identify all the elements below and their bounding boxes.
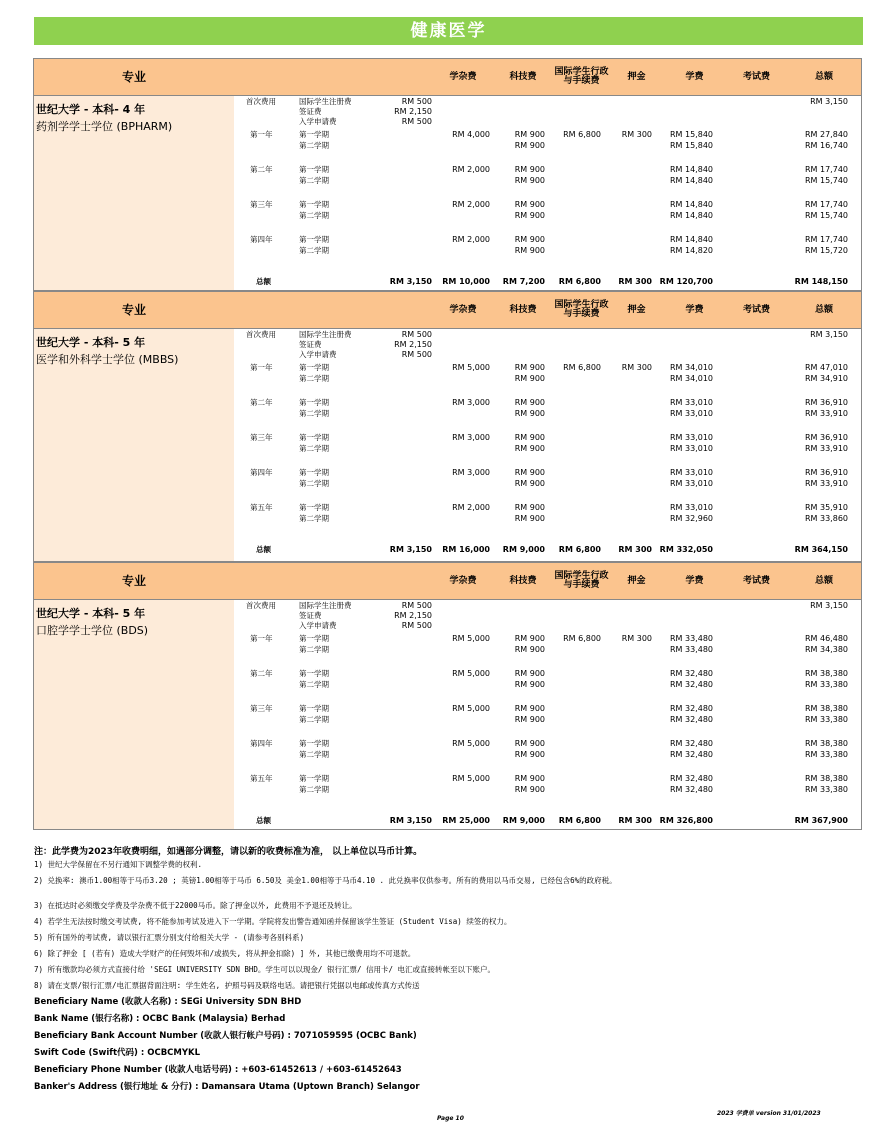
bank-beneficiary-name: Beneficiary Name (收款人名称) : SEGi University SDN BHD — [34, 997, 302, 1007]
tech-fee: RM 900 — [514, 130, 545, 139]
tech-fee: RM 900 — [514, 246, 545, 255]
tuition-fee: RM 33,010 — [670, 398, 713, 407]
year-label: 第一年 — [250, 130, 273, 139]
semester-label: 第一学期 — [299, 165, 329, 174]
tuition-fee: RM 14,840 — [670, 235, 713, 244]
header-major: 专业 — [121, 69, 146, 84]
header-total: 总额 — [814, 304, 833, 315]
year-label: 第五年 — [250, 503, 273, 512]
semester-label: 第二学期 — [299, 479, 329, 488]
degree-label: 医学和外科学士学位 (MBBS) — [36, 353, 179, 366]
bank-name: Bank Name (银行名称) : OCBC Bank (Malaysia) Berhad — [34, 1014, 286, 1024]
tech-fee: RM 900 — [514, 750, 545, 759]
note-line: 2) 兑换率: 澳币1.00相等于马币3.20 ; 英镑1.00相等于马币 6.50及 美金1.00相等于马币4.10 . 此兑换率仅供参考。所有的费用以马币交易, 已经包含6%的政府税。 — [34, 876, 617, 885]
total-misc: RM 10,000 — [442, 277, 490, 286]
tech-fee: RM 900 — [514, 363, 545, 372]
grand-total: RM 367,900 — [794, 816, 848, 825]
semester-label: 第二学期 — [299, 141, 329, 150]
tuition-fee: RM 32,480 — [670, 774, 713, 783]
note-line: 3) 在抵达时必须缴交学费及学杂费不低于22000马币。除了押金以外, 此费用不予退还及转让。 — [34, 901, 357, 910]
header-misc-fee: 学杂费 — [449, 575, 477, 586]
tech-fee: RM 900 — [514, 669, 545, 678]
program-label-cell — [34, 96, 234, 290]
tech-fee: RM 900 — [514, 200, 545, 209]
header-textbook-fee: 科技费 — [509, 575, 537, 586]
row-total: RM 47,010 — [805, 363, 848, 372]
row-total: RM 33,910 — [805, 444, 848, 453]
header-total: 总额 — [814, 575, 833, 586]
semester-label: 第一学期 — [299, 398, 329, 407]
first-fee-name: 国际学生注册费 — [299, 330, 352, 339]
total-deposit: RM 300 — [618, 545, 652, 554]
degree-label: 药剂学学士学位 (BPHARM) — [36, 120, 173, 133]
tuition-fee: RM 15,840 — [670, 141, 713, 150]
tech-fee: RM 900 — [514, 398, 545, 407]
row-total: RM 36,910 — [805, 433, 848, 442]
total-first-fees: RM 3,150 — [389, 816, 432, 825]
university-label: 世纪大学 - 本科- 5 年 — [36, 336, 146, 349]
misc-fee: RM 5,000 — [452, 634, 490, 643]
tuition-fee: RM 33,480 — [670, 645, 713, 654]
year-label: 第一年 — [250, 634, 273, 643]
misc-fee: RM 3,000 — [452, 433, 490, 442]
misc-fee: RM 3,000 — [452, 398, 490, 407]
grand-total: RM 364,150 — [794, 545, 848, 554]
tuition-fee: RM 14,820 — [670, 246, 713, 255]
row-total: RM 15,740 — [805, 211, 848, 220]
tech-fee: RM 900 — [514, 704, 545, 713]
tech-fee: RM 900 — [514, 774, 545, 783]
tech-fee: RM 900 — [514, 374, 545, 383]
tuition-fee: RM 33,480 — [670, 634, 713, 643]
header-deposit: 押金 — [627, 575, 646, 586]
tuition-fee: RM 34,010 — [670, 363, 713, 372]
year-label: 第三年 — [250, 200, 273, 209]
semester-label: 第一学期 — [299, 200, 329, 209]
header-exam-fee: 考试费 — [742, 575, 770, 586]
first-fee-name: 国际学生注册费 — [299, 97, 352, 106]
year-label: 第二年 — [250, 669, 273, 678]
row-total: RM 17,740 — [805, 200, 848, 209]
tech-fee: RM 900 — [514, 514, 545, 523]
semester-label: 第一学期 — [299, 503, 329, 512]
table-header — [34, 292, 861, 329]
tech-fee: RM 900 — [514, 444, 545, 453]
misc-fee: RM 3,000 — [452, 468, 490, 477]
totals-label: 总额 — [256, 816, 271, 825]
total-tuition: RM 326,800 — [659, 816, 713, 825]
tech-fee: RM 900 — [514, 739, 545, 748]
university-label: 世纪大学 - 本科- 4 年 — [36, 103, 146, 116]
first-fees-label: 首次费用 — [246, 330, 276, 339]
tuition-fee: RM 33,010 — [670, 479, 713, 488]
misc-fee: RM 5,000 — [452, 363, 490, 372]
tuition-fee: RM 32,960 — [670, 514, 713, 523]
row-total: RM 15,740 — [805, 176, 848, 185]
semester-label: 第一学期 — [299, 468, 329, 477]
tuition-fee: RM 14,840 — [670, 165, 713, 174]
semester-label: 第二学期 — [299, 785, 329, 794]
header-misc-fee: 学杂费 — [449, 71, 477, 82]
misc-fee: RM 5,000 — [452, 704, 490, 713]
note-line: 5) 所有国外的考试费, 请以银行汇票分别支付给相关大学 - (请参考各别科系) — [34, 933, 305, 942]
row-total: RM 33,910 — [805, 409, 848, 418]
year-label: 第三年 — [250, 433, 273, 442]
total-tech: RM 7,200 — [502, 277, 545, 286]
semester-label: 第二学期 — [299, 680, 329, 689]
program-label-cell — [34, 600, 234, 829]
bank-phone: Beneficiary Phone Number (收款人电话号码) : +603-61452613 / +603-61452643 — [34, 1065, 402, 1075]
misc-fee: RM 5,000 — [452, 774, 490, 783]
year-label: 第一年 — [250, 363, 273, 372]
total-intl: RM 6,800 — [558, 545, 601, 554]
row-total: RM 33,860 — [805, 514, 848, 523]
semester-label: 第二学期 — [299, 374, 329, 383]
year-label: 第二年 — [250, 398, 273, 407]
semester-label: 第二学期 — [299, 750, 329, 759]
tuition-fee: RM 33,010 — [670, 468, 713, 477]
first-fee-total: RM 3,150 — [810, 97, 848, 106]
tuition-fee: RM 14,840 — [670, 200, 713, 209]
row-total: RM 33,380 — [805, 785, 848, 794]
program-fee-table — [33, 291, 862, 562]
tech-fee: RM 900 — [514, 634, 545, 643]
semester-label: 第二学期 — [299, 211, 329, 220]
tech-fee: RM 900 — [514, 468, 545, 477]
year-label: 第五年 — [250, 774, 273, 783]
tech-fee: RM 900 — [514, 680, 545, 689]
header-exam-fee: 考试费 — [742, 71, 770, 82]
program-label-cell — [34, 329, 234, 561]
note-line: 6) 除了押金 [ (若有) 造成大学财产的任何毁坏和/或损失, 将从押金扣除) ] 外, 其他已缴费用均不可退款。 — [34, 949, 416, 958]
tech-fee: RM 900 — [514, 479, 545, 488]
first-fee-name: 入学申请费 — [299, 117, 337, 126]
total-misc: RM 25,000 — [442, 816, 490, 825]
year-label: 第四年 — [250, 235, 273, 244]
note-line: 1) 世纪大学保留在不另行通知下调整学费的权利. — [34, 860, 203, 869]
tuition-fee: RM 33,010 — [670, 433, 713, 442]
row-total: RM 33,380 — [805, 715, 848, 724]
tuition-fee: RM 34,010 — [670, 374, 713, 383]
total-deposit: RM 300 — [618, 816, 652, 825]
tuition-fee: RM 14,840 — [670, 176, 713, 185]
first-fees-label: 首次费用 — [246, 97, 276, 106]
tech-fee: RM 900 — [514, 165, 545, 174]
header-deposit: 押金 — [627, 71, 646, 82]
total-misc: RM 16,000 — [442, 545, 490, 554]
tech-fee: RM 900 — [514, 409, 545, 418]
first-fee-name: 入学申请费 — [299, 350, 337, 359]
table-header — [34, 59, 861, 96]
semester-label: 第一学期 — [299, 235, 329, 244]
totals-label: 总额 — [256, 277, 271, 286]
semester-label: 第二学期 — [299, 715, 329, 724]
total-first-fees: RM 3,150 — [389, 545, 432, 554]
misc-fee: RM 2,000 — [452, 200, 490, 209]
header-intl-fee: 国际学生行政与手续费 — [554, 571, 609, 590]
deposit-fee: RM 300 — [621, 634, 652, 643]
first-fee-name: 签证费 — [299, 107, 322, 116]
tech-fee: RM 900 — [514, 645, 545, 654]
row-total: RM 33,380 — [805, 750, 848, 759]
grand-total: RM 148,150 — [794, 277, 848, 286]
first-fee-amount: RM 2,150 — [394, 611, 432, 620]
semester-label: 第二学期 — [299, 246, 329, 255]
year-label: 第二年 — [250, 165, 273, 174]
header-total: 总额 — [814, 71, 833, 82]
first-fee-name: 签证费 — [299, 611, 322, 620]
semester-label: 第一学期 — [299, 433, 329, 442]
row-total: RM 38,380 — [805, 704, 848, 713]
year-label: 第四年 — [250, 468, 273, 477]
degree-label: 口腔学学士学位 (BDS) — [36, 624, 149, 637]
university-label: 世纪大学 - 本科- 5 年 — [36, 607, 146, 620]
header-tuition: 学费 — [685, 71, 704, 82]
bank-account-number: Beneficiary Bank Account Number (收款人银行帐户号码) : 7071059595 (OCBC Bank) — [34, 1031, 417, 1041]
intl-fee: RM 6,800 — [563, 634, 601, 643]
semester-label: 第一学期 — [299, 774, 329, 783]
tech-fee: RM 900 — [514, 141, 545, 150]
totals-label: 总额 — [256, 545, 271, 554]
intl-fee: RM 6,800 — [563, 130, 601, 139]
misc-fee: RM 5,000 — [452, 739, 490, 748]
tech-fee: RM 900 — [514, 211, 545, 220]
total-intl: RM 6,800 — [558, 816, 601, 825]
semester-label: 第二学期 — [299, 409, 329, 418]
header-deposit: 押金 — [627, 304, 646, 315]
tech-fee: RM 900 — [514, 433, 545, 442]
row-total: RM 36,910 — [805, 398, 848, 407]
row-total: RM 36,910 — [805, 468, 848, 477]
tuition-fee: RM 32,480 — [670, 680, 713, 689]
total-deposit: RM 300 — [618, 277, 652, 286]
semester-label: 第二学期 — [299, 645, 329, 654]
total-tech: RM 9,000 — [502, 545, 545, 554]
tuition-fee: RM 32,480 — [670, 750, 713, 759]
note-line: 7) 所有缴款均必须方式直接付给 'SEGI UNIVERSITY SDN BHD。学生可以以现金/ 银行汇票/ 信用卡/ 电汇或直接转帐至以下账户。 — [34, 965, 496, 974]
misc-fee: RM 2,000 — [452, 165, 490, 174]
semester-label: 第一学期 — [299, 634, 329, 643]
first-fee-amount: RM 500 — [401, 117, 432, 126]
tuition-fee: RM 32,480 — [670, 669, 713, 678]
semester-label: 第一学期 — [299, 130, 329, 139]
first-fee-name: 国际学生注册费 — [299, 601, 352, 610]
year-label: 第三年 — [250, 704, 273, 713]
first-fee-amount: RM 500 — [401, 350, 432, 359]
tech-fee: RM 900 — [514, 235, 545, 244]
row-total: RM 16,740 — [805, 141, 848, 150]
header-major: 专业 — [121, 573, 146, 588]
first-fee-amount: RM 2,150 — [394, 340, 432, 349]
row-total: RM 33,910 — [805, 479, 848, 488]
tuition-fee: RM 32,480 — [670, 715, 713, 724]
total-intl: RM 6,800 — [558, 277, 601, 286]
row-total: RM 15,720 — [805, 246, 848, 255]
header-tuition: 学费 — [685, 304, 704, 315]
first-fees-label: 首次费用 — [246, 601, 276, 610]
program-fee-table — [33, 58, 862, 291]
first-fee-name: 入学申请费 — [299, 621, 337, 630]
header-textbook-fee: 科技费 — [509, 304, 537, 315]
first-fee-amount: RM 500 — [401, 97, 432, 106]
first-fee-amount: RM 500 — [401, 621, 432, 630]
tuition-fee: RM 33,010 — [670, 503, 713, 512]
header-textbook-fee: 科技费 — [509, 71, 537, 82]
first-fee-name: 签证费 — [299, 340, 322, 349]
row-total: RM 38,380 — [805, 739, 848, 748]
tuition-fee: RM 33,010 — [670, 444, 713, 453]
tuition-fee: RM 15,840 — [670, 130, 713, 139]
row-total: RM 35,910 — [805, 503, 848, 512]
total-first-fees: RM 3,150 — [389, 277, 432, 286]
header-major: 专业 — [121, 302, 146, 317]
page-number: Page 10 — [437, 1115, 464, 1122]
total-tuition: RM 332,050 — [659, 545, 713, 554]
header-tuition: 学费 — [685, 575, 704, 586]
header-exam-fee: 考试费 — [742, 304, 770, 315]
misc-fee: RM 5,000 — [452, 669, 490, 678]
row-total: RM 38,380 — [805, 669, 848, 678]
header-intl-fee: 国际学生行政与手续费 — [554, 67, 609, 86]
bank-swift-code: Swift Code (Swift代码) : OCBCMYKL — [34, 1048, 201, 1058]
misc-fee: RM 4,000 — [452, 130, 490, 139]
total-tuition: RM 120,700 — [659, 277, 713, 286]
tuition-fee: RM 33,010 — [670, 409, 713, 418]
row-total: RM 34,910 — [805, 374, 848, 383]
note-line: 4) 若学生无法按时缴交考试费, 将不能参加考试及进入下一学期。学院将发出警告通知函并保留该学生签证 (Student Visa) 续签的权力。 — [34, 917, 512, 926]
first-fee-amount: RM 500 — [401, 601, 432, 610]
semester-label: 第一学期 — [299, 704, 329, 713]
misc-fee: RM 2,000 — [452, 235, 490, 244]
misc-fee: RM 2,000 — [452, 503, 490, 512]
first-fee-amount: RM 2,150 — [394, 107, 432, 116]
semester-label: 第二学期 — [299, 176, 329, 185]
first-fee-total: RM 3,150 — [810, 330, 848, 339]
bank-address: Banker's Address (银行地址 & 分行) : Damansara Utama (Uptown Branch) Selangor — [34, 1082, 420, 1092]
semester-label: 第一学期 — [299, 739, 329, 748]
semester-label: 第二学期 — [299, 514, 329, 523]
tech-fee: RM 900 — [514, 715, 545, 724]
tuition-fee: RM 32,480 — [670, 704, 713, 713]
tuition-fee: RM 32,480 — [670, 785, 713, 794]
row-total: RM 46,480 — [805, 634, 848, 643]
row-total: RM 17,740 — [805, 235, 848, 244]
row-total: RM 33,380 — [805, 680, 848, 689]
deposit-fee: RM 300 — [621, 130, 652, 139]
row-total: RM 27,840 — [805, 130, 848, 139]
program-fee-table — [33, 562, 862, 830]
table-header — [34, 563, 861, 600]
semester-label: 第一学期 — [299, 669, 329, 678]
tuition-fee: RM 32,480 — [670, 739, 713, 748]
semester-label: 第二学期 — [299, 444, 329, 453]
intl-fee: RM 6,800 — [563, 363, 601, 372]
first-fee-amount: RM 500 — [401, 330, 432, 339]
semester-label: 第一学期 — [299, 363, 329, 372]
tech-fee: RM 900 — [514, 785, 545, 794]
row-total: RM 34,380 — [805, 645, 848, 654]
first-fee-total: RM 3,150 — [810, 601, 848, 610]
section-banner: 健康医学 — [34, 17, 863, 45]
note-line: 8) 请在支票/银行汇票/电汇票据背面注明: 学生姓名, 护照号码及联络电话。请把银行凭据以电邮或传真方式传送 — [34, 981, 420, 990]
total-tech: RM 9,000 — [502, 816, 545, 825]
row-total: RM 38,380 — [805, 774, 848, 783]
header-intl-fee: 国际学生行政与手续费 — [554, 300, 609, 319]
deposit-fee: RM 300 — [621, 363, 652, 372]
version-label: 2023 学费单 version 31/01/2023 — [717, 1110, 821, 1117]
year-label: 第四年 — [250, 739, 273, 748]
row-total: RM 17,740 — [805, 165, 848, 174]
tech-fee: RM 900 — [514, 503, 545, 512]
tech-fee: RM 900 — [514, 176, 545, 185]
tuition-fee: RM 14,840 — [670, 211, 713, 220]
header-misc-fee: 学杂费 — [449, 304, 477, 315]
notes-title: 注：此学费为2023年收费明细，如遇部分调整，请以新的收费标准为准， 以上单位以马币计算。 — [34, 847, 423, 857]
